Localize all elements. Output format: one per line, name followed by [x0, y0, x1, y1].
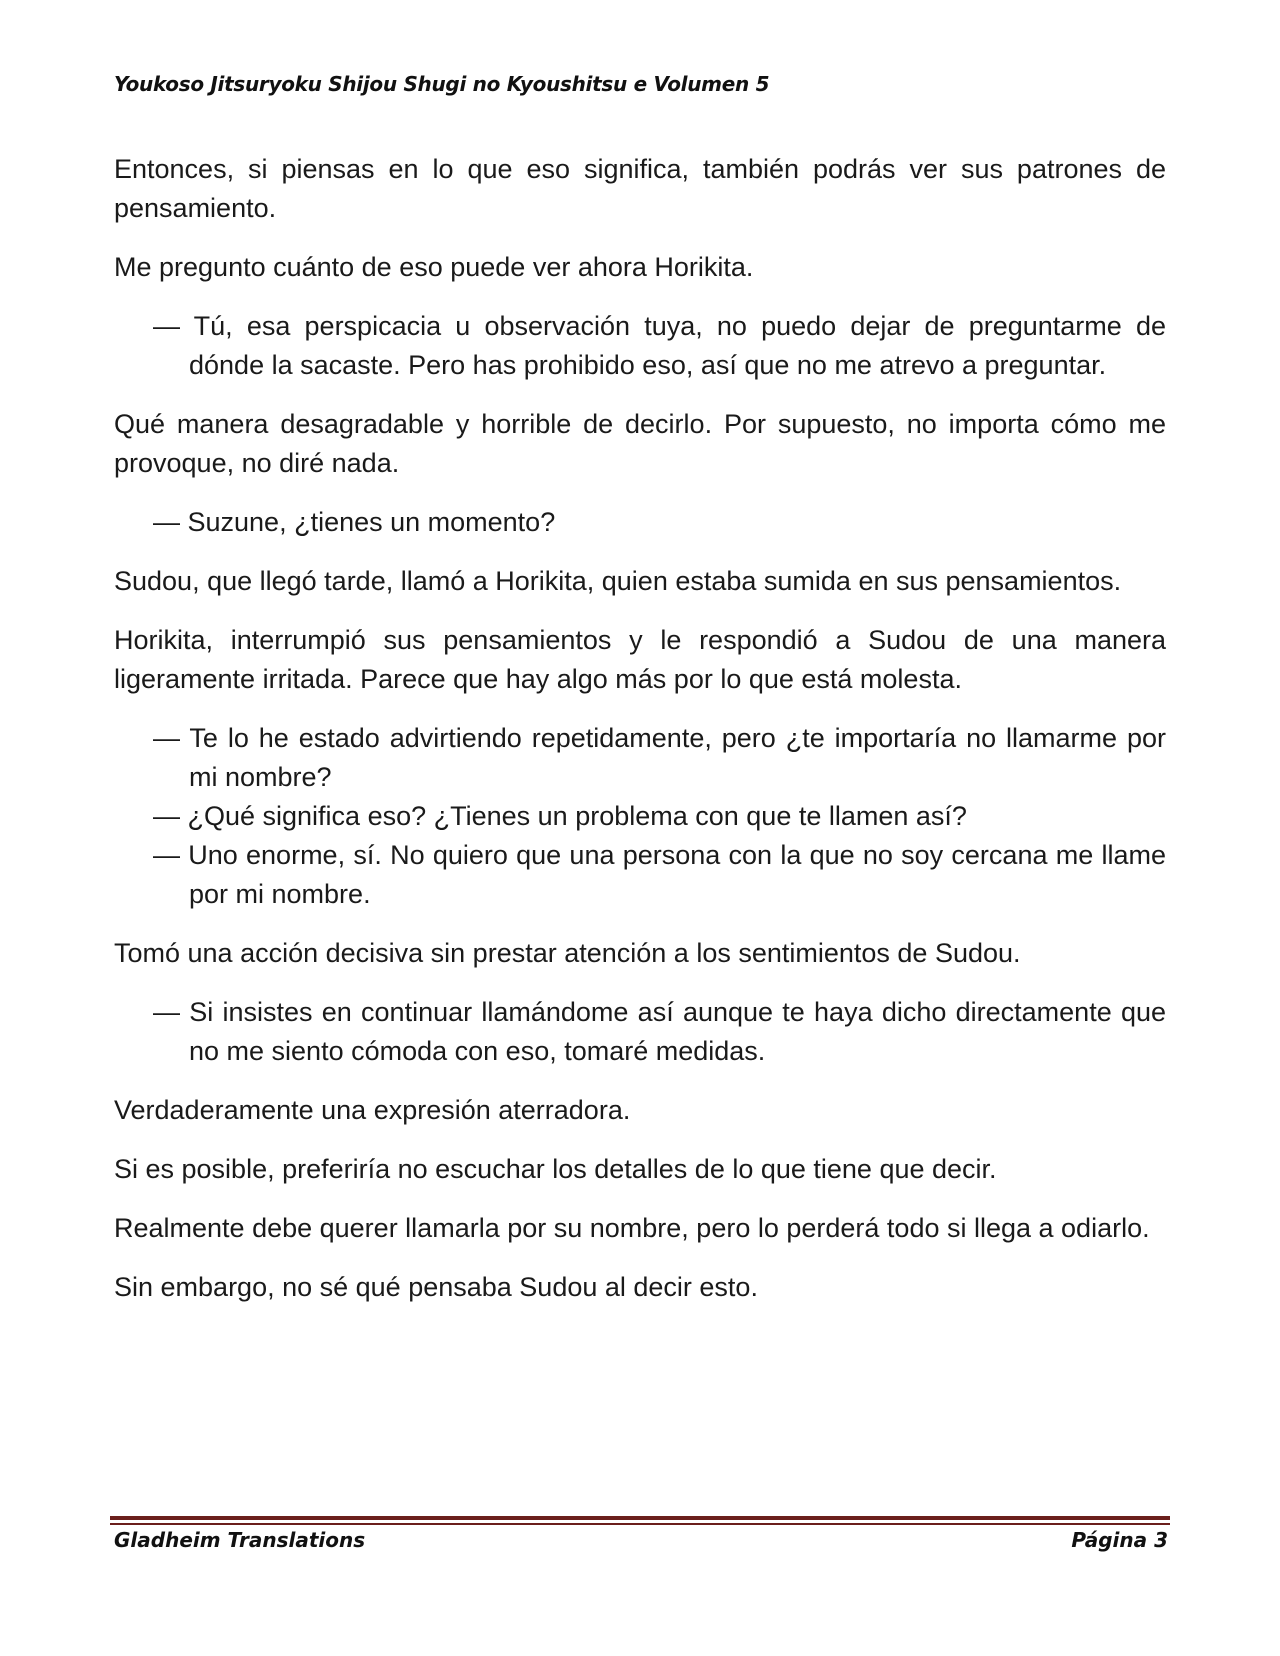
dialogue-group [114, 503, 1166, 542]
page-header-title: Youkoso Jitsuryoku Shijou Shugi no Kyoushitsu e Volumen 5 [114, 72, 770, 96]
dialogue-line: — Uno enorme, sí. No quiero que una persona con la que no soy cercana me llame por mi nombre. [153, 840, 1166, 909]
paragraph: Sin embargo, no sé qué pensaba Sudou al decir esto. [114, 1272, 758, 1302]
paragraph: Sudou, que llegó tarde, llamó a Horikita, quien estaba sumida en sus pensamientos. [114, 566, 1122, 596]
paragraph: Entonces, si piensas en lo que eso significa, también podrás ver sus patrones de pensamiento. [114, 154, 1166, 223]
dialogue-group [114, 307, 1166, 385]
paragraph: Horikita, interrumpió sus pensamientos y le respondió a Sudou de una manera ligeramente irritada. Parece que hay algo más por lo que está molesta. [114, 625, 1166, 694]
dialogue-line: — ¿Qué significa eso? ¿Tienes un problema con que te llamen así? [153, 801, 967, 831]
paragraph: Tomó una acción decisiva sin prestar atención a los sentimientos de Sudou. [114, 938, 1021, 968]
footer-credit: Gladheim Translations [114, 1528, 366, 1552]
dialogue-group [114, 719, 1166, 914]
paragraph: Qué manera desagradable y horrible de decirlo. Por supuesto, no importa cómo me provoque, no diré nada. [114, 409, 1166, 478]
dialogue-group [114, 993, 1166, 1071]
page-body [114, 150, 1166, 1327]
footer-divider-thick [110, 1516, 1170, 1520]
paragraph: Verdaderamente una expresión aterradora. [114, 1095, 631, 1125]
footer-divider-thin [110, 1523, 1170, 1525]
dialogue-line: — Suzune, ¿tienes un momento? [153, 507, 556, 537]
dialogue-line: — Te lo he estado advirtiendo repetidamente, pero ¿te importaría no llamarme por mi nombre? [153, 723, 1166, 792]
paragraph: Si es posible, preferiría no escuchar los detalles de lo que tiene que decir. [114, 1154, 997, 1184]
page-number: Página 3 [1071, 1528, 1168, 1552]
dialogue-line: — Tú, esa perspicacia u observación tuya, no puedo dejar de preguntarme de dónde la sacaste. Pero has prohibido eso, así que no me atrevo a preguntar. [153, 311, 1166, 380]
paragraph: Me pregunto cuánto de eso puede ver ahora Horikita. [114, 252, 754, 282]
dialogue-line: — Si insistes en continuar llamándome así aunque te haya dicho directamente que no me siento cómoda con eso, tomaré medidas. [153, 997, 1166, 1066]
paragraph: Realmente debe querer llamarla por su nombre, pero lo perderá todo si llega a odiarlo. [114, 1213, 1150, 1243]
